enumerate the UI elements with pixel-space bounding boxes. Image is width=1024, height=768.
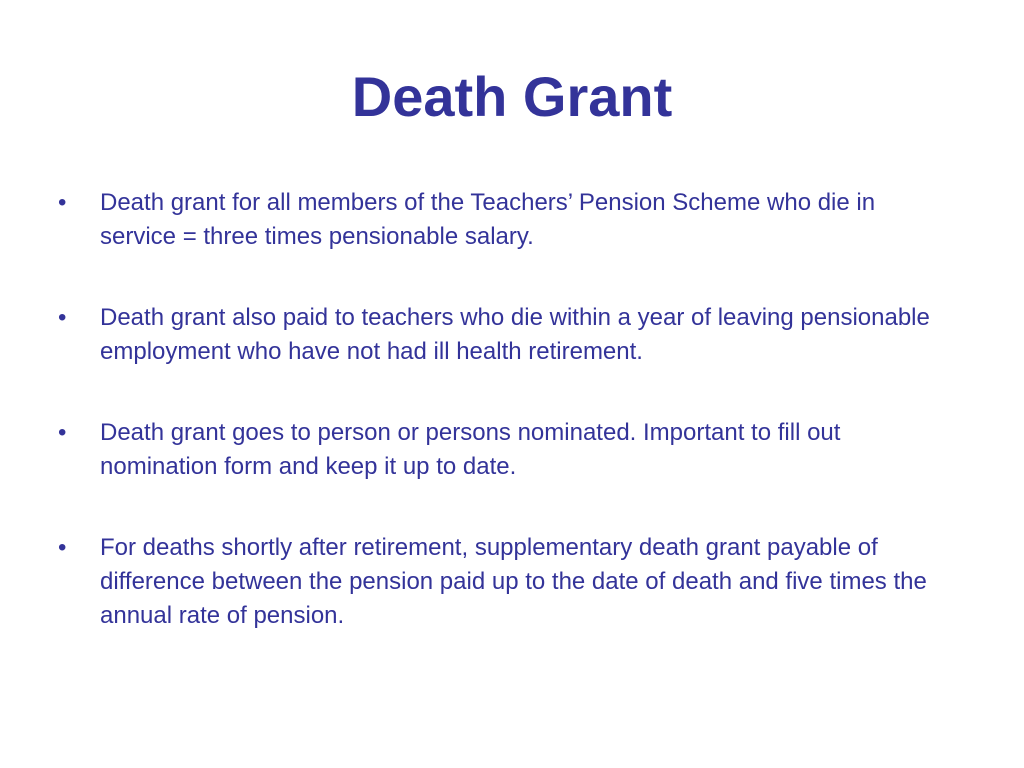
bullet-item bbox=[56, 531, 956, 633]
bullet-icon: • bbox=[58, 534, 67, 561]
bullet-item bbox=[56, 186, 956, 254]
bullet-text: For deaths shortly after retirement, supplementary death grant payable of difference between the pension paid up to the date of death and five times the annual rate of pension. bbox=[100, 534, 927, 629]
bullet-icon: • bbox=[58, 419, 67, 446]
bullet-item bbox=[56, 301, 956, 369]
bullet-text: Death grant for all members of the Teachers’ Pension Scheme who die in service = three times pensionable salary. bbox=[100, 189, 876, 250]
bullet-text: Death grant goes to person or persons nominated. Important to fill out nomination form and keep it up to date. bbox=[100, 419, 841, 480]
bullet-item bbox=[56, 416, 956, 484]
bullet-icon: • bbox=[58, 189, 67, 216]
slide-title: Death Grant bbox=[351, 65, 673, 128]
bullet-text: Death grant also paid to teachers who die within a year of leaving pensionable employment who have not had ill health retirement. bbox=[100, 304, 930, 365]
bullet-icon: • bbox=[58, 304, 67, 331]
bullet-list bbox=[56, 186, 956, 680]
